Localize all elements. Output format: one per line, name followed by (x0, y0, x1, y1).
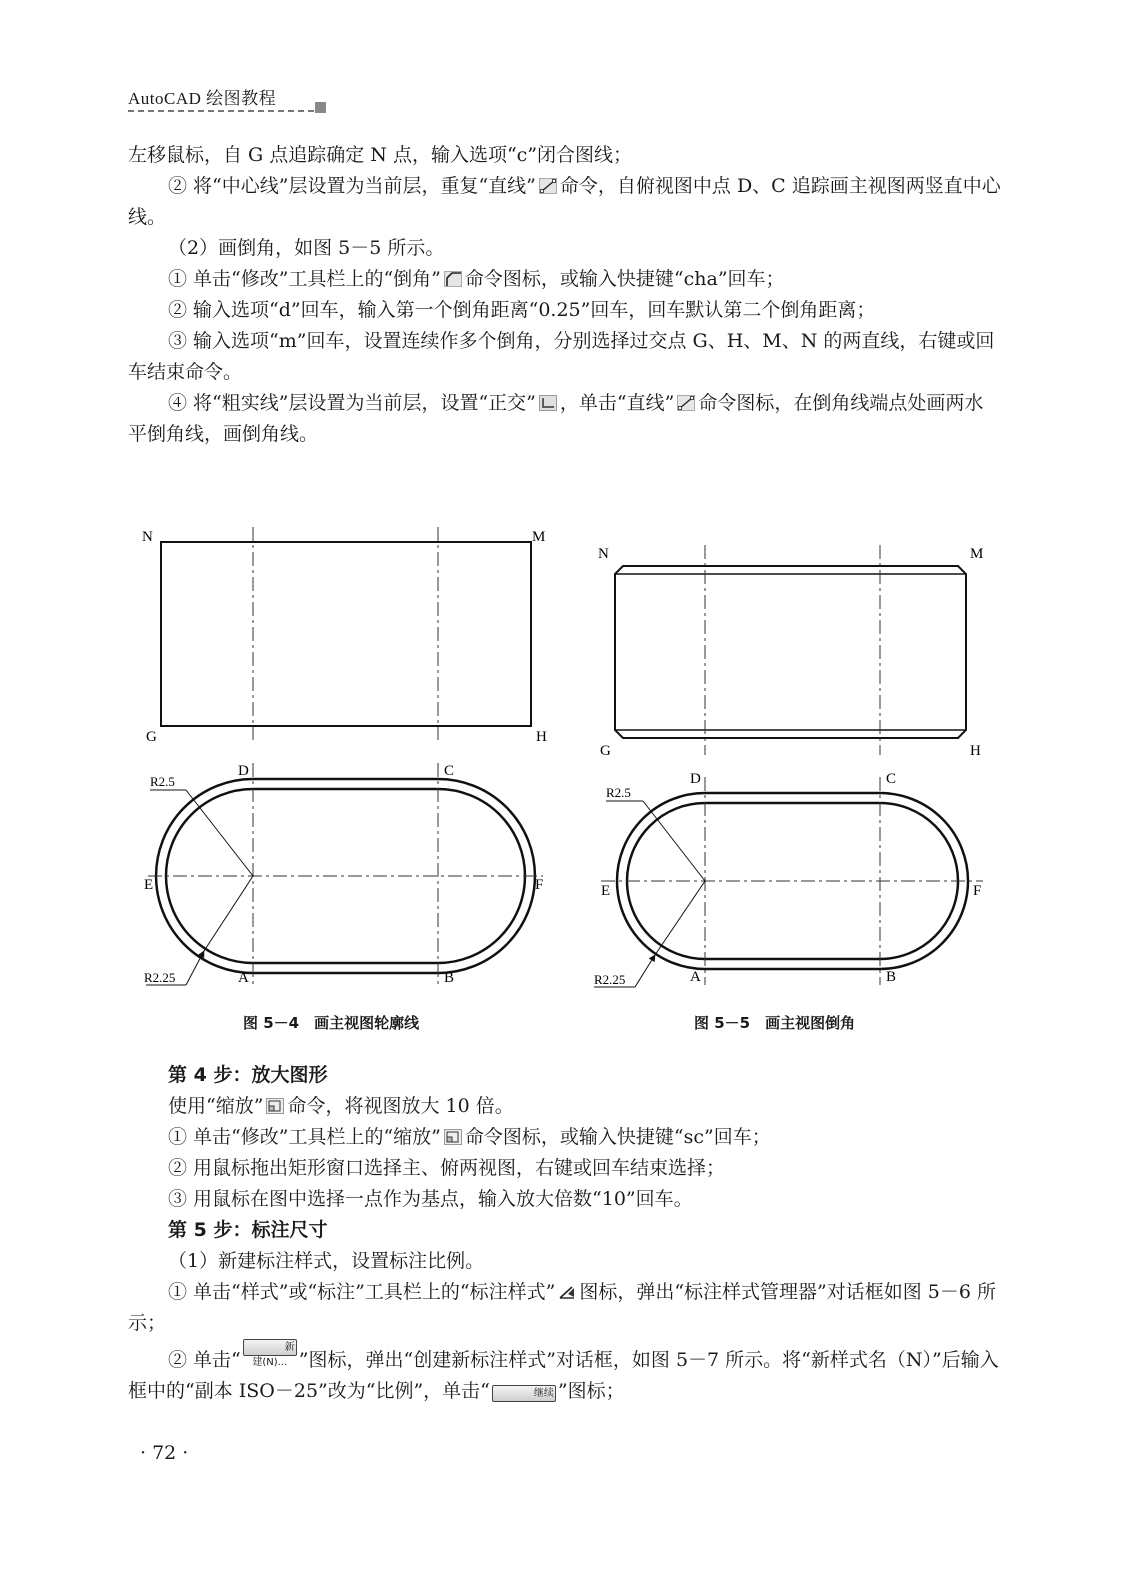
label-r-outer: R2.5 (606, 785, 631, 800)
label-a: A (238, 970, 249, 986)
paragraph (128, 171, 1002, 233)
label-b: B (886, 969, 897, 985)
leader-line (643, 801, 705, 881)
leader-line (655, 881, 705, 955)
text-run: 左移鼠标，自 G 点追踪确定 N 点，输入选项“c”闭合图线； (128, 144, 633, 166)
text-run: 图标，弹出“标注样式管理器”对话框如图 5－6 所示； (128, 1281, 997, 1334)
paragraph (128, 388, 1002, 450)
paragraph (128, 1339, 1002, 1407)
top-text-block (128, 140, 1002, 450)
paragraph (128, 295, 1002, 326)
text-run: ”图标； (557, 1380, 625, 1402)
label-r-inner: R2.25 (594, 972, 626, 987)
text-run: 命令，将视图放大 10 倍。 (287, 1095, 514, 1117)
front-view-outline (161, 542, 531, 726)
ortho-mode-icon (536, 392, 560, 414)
text-run: ③ 用鼠标在图中选择一点作为基点，输入放大倍数“10”回车。 (168, 1188, 693, 1210)
paragraph (128, 1184, 1002, 1215)
text-run: ① 单击“修改”工具栏上的“倒角” (168, 268, 441, 290)
toolbar-button-icon: 继续 (492, 1385, 556, 1402)
toolbar-button-icon: 新建(N)... (243, 1339, 297, 1356)
text-run: ，单击“直线” (559, 392, 675, 414)
leader-line (635, 955, 655, 987)
label-r-inner: R2.25 (144, 970, 176, 985)
text-run: ③ 输入选项“m”回车，设置连续作多个倒角，分别选择过交点 G、H、M、N 的两直线，右键或回车结束命令。 (128, 330, 995, 383)
chamfer-tool-icon (441, 268, 465, 290)
paragraph (128, 1277, 1002, 1339)
paragraph (128, 1246, 1002, 1277)
text-run: 第 5 步：标注尺寸 (168, 1219, 328, 1241)
label-m: M (970, 546, 984, 562)
label-r-outer: R2.5 (150, 774, 175, 789)
text-run: ② 用鼠标拖出矩形窗口选择主、俯两视图，右键或回车结束选择； (168, 1157, 726, 1179)
label-f: F (973, 883, 982, 899)
label-e: E (144, 877, 154, 893)
label-n: N (598, 546, 609, 562)
step-heading (128, 1215, 1002, 1246)
label-c: C (886, 771, 897, 787)
text-run: 第 4 步：放大图形 (168, 1064, 328, 1086)
label-a: A (690, 969, 701, 985)
step-heading (128, 1060, 1002, 1091)
text-run: ① 单击“修改”工具栏上的“缩放” (168, 1126, 441, 1148)
leader-line (186, 790, 253, 876)
header-marker (315, 102, 326, 113)
text-run: （1）新建标注样式，设置标注比例。 (168, 1250, 485, 1272)
figure-5-5 (594, 545, 983, 987)
text-run: 命令，自俯视图中点 D、C 追踪画主视图两竖直中心线。 (128, 175, 1001, 228)
inner-contour (166, 789, 525, 963)
line-tool-icon (536, 175, 560, 197)
label-d: D (238, 763, 249, 779)
paragraph (128, 1122, 1002, 1153)
figures (128, 515, 1008, 1045)
figure-5-4 (142, 527, 547, 986)
label-m: M (532, 529, 546, 545)
text-run: ② 单击“ (168, 1349, 241, 1371)
header-title: AutoCAD 绘图教程 (128, 89, 277, 108)
text-run: 命令图标，或输入快捷键“cha”回车； (464, 268, 785, 290)
caption-figure-5-5: 图 5－5 画主视图倒角 (694, 1014, 856, 1032)
label-h: H (970, 743, 981, 759)
label-f: F (535, 877, 544, 893)
text-run: ④ 将“粗实线”层设置为当前层，设置“正交” (168, 392, 536, 414)
paragraph (128, 1153, 1002, 1184)
front-view-outline (615, 566, 966, 738)
label-n: N (142, 529, 153, 545)
text-run: ① 单击“样式”或“标注”工具栏上的“标注样式” (168, 1281, 556, 1303)
label-g: G (146, 729, 157, 745)
text-run: 命令图标，在倒角线端点处画两水平倒角线，画倒角线。 (128, 392, 984, 445)
label-d: D (690, 771, 701, 787)
leader-line (186, 951, 204, 985)
scale-tool-icon (441, 1126, 465, 1148)
header-rule (128, 110, 314, 112)
caption-figure-5-4: 图 5－4 画主视图轮廓线 (243, 1014, 420, 1032)
label-g: G (600, 743, 611, 759)
leader-line (204, 876, 253, 951)
label-c: C (444, 763, 455, 779)
paragraph (128, 140, 1002, 171)
running-header (128, 84, 328, 109)
paragraph (128, 264, 1002, 295)
bottom-text-block (128, 1060, 1002, 1407)
text-run: 使用“缩放” (168, 1095, 264, 1117)
label-b: B (444, 970, 455, 986)
paragraph (128, 326, 1002, 388)
text-run: ② 输入选项“d”回车，输入第一个倒角距离“0.25”回车，回车默认第二个倒角距离； (168, 299, 876, 321)
paragraph (128, 1091, 1002, 1122)
page-number: · 72 · (140, 1442, 189, 1464)
label-h: H (536, 729, 547, 745)
text-run: 命令图标，或输入快捷键“sc”回车； (464, 1126, 771, 1148)
text-run: ② 将“中心线”层设置为当前层，重复“直线” (168, 175, 536, 197)
dimension-style-icon (555, 1281, 579, 1303)
text-run: ”图标，弹出“创建新标注样式”对话框，如图 5－7 所示。将“新样式名（N）”后输入框中的“副本 ISO－25”改为“比例”，单击“ (128, 1349, 999, 1402)
text-run: （2）画倒角，如图 5－5 所示。 (168, 237, 445, 259)
line-tool-icon (674, 392, 698, 414)
cad-figures (128, 515, 1008, 1045)
label-e: E (601, 883, 611, 899)
scale-tool-icon (263, 1095, 287, 1117)
paragraph (128, 233, 1002, 264)
